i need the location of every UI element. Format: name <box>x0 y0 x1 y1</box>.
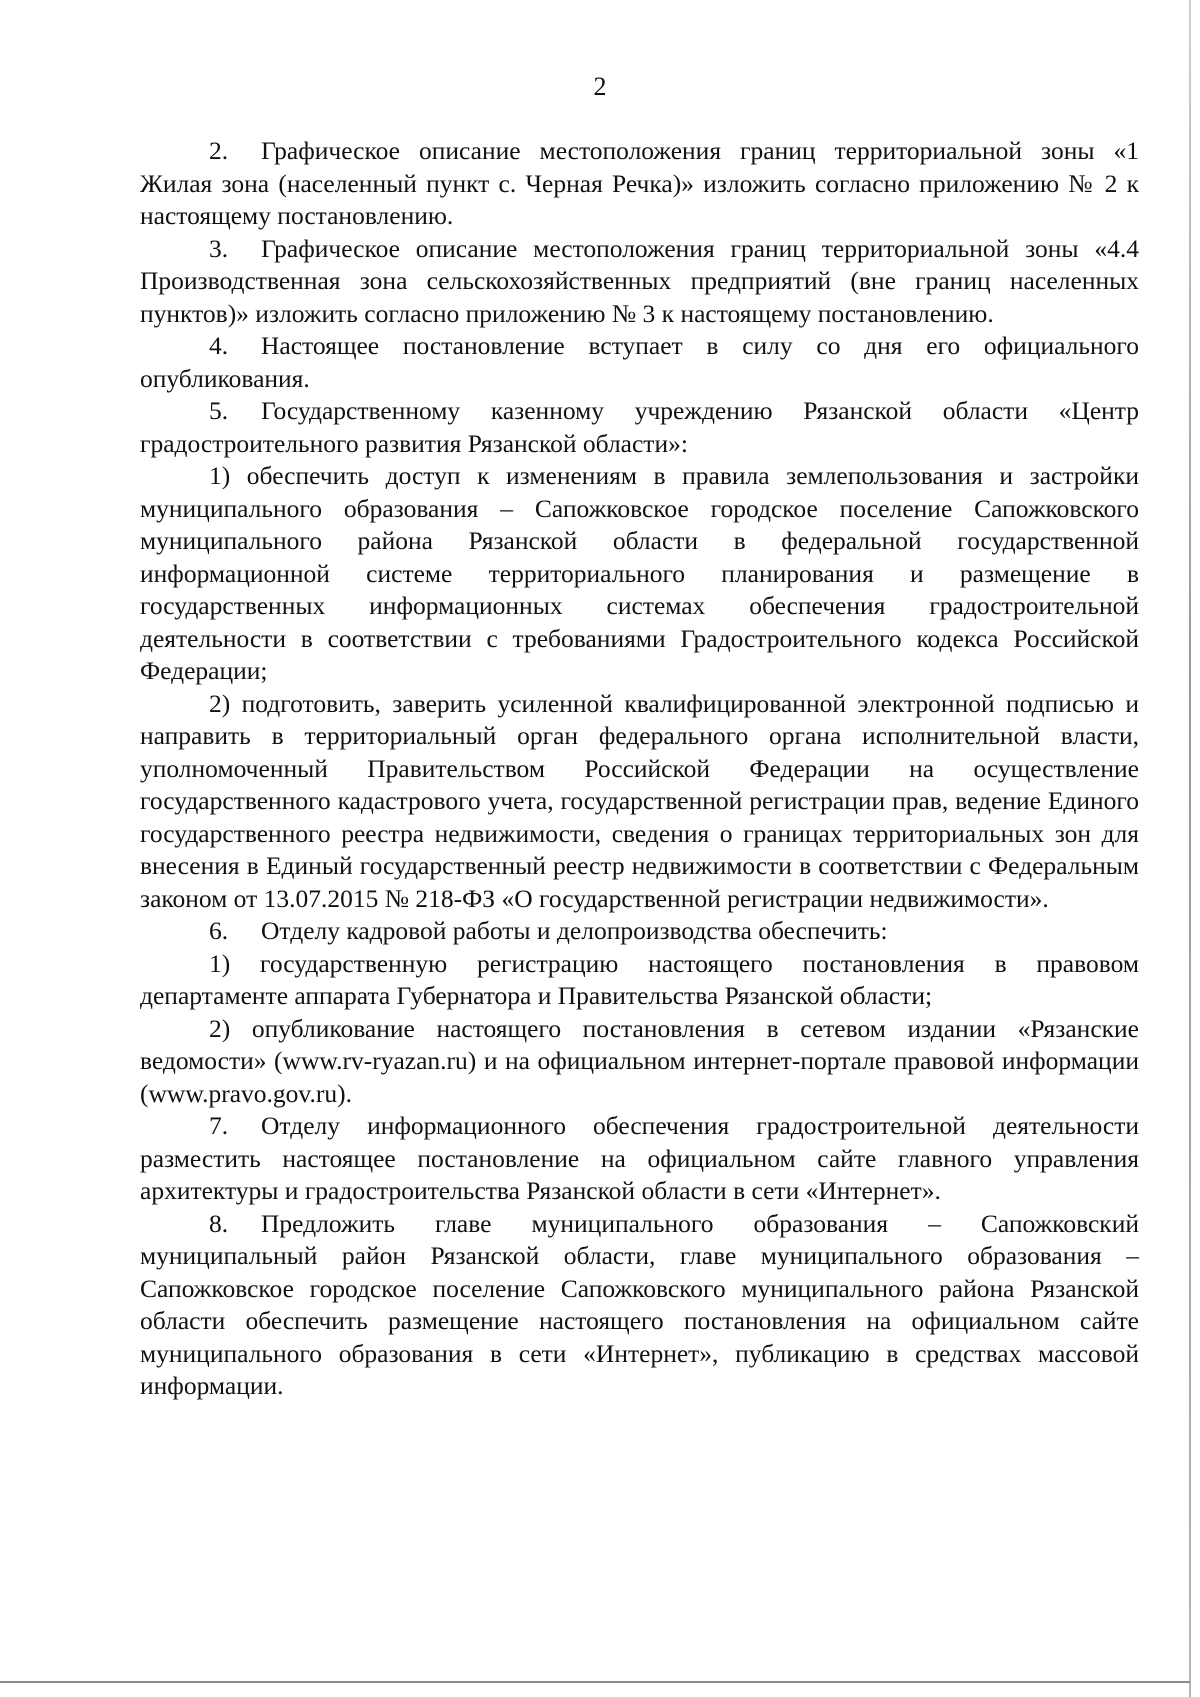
paragraph-6-2 <box>140 1013 1139 1111</box>
page-number: 2 <box>593 72 607 101</box>
paragraph-text: 2) подготовить, заверить усиленной квалифицированной электронной подписью и направить в территориальный орган федерального органа исполнительной власти, уполномоченный Правительством Российской Федерации на осуществление государственного кадастрового учета, государственной регистрации прав, ведение Единого государственного реестра недвижимости, сведения о границах территориальных зон для внесения в Единый государственный реестр недвижимости в соответствии с Федеральным законом от 13.07.2015 № 218-ФЗ «О государственной регистрации недвижимости». <box>140 688 1139 913</box>
paragraph-number: 4. <box>209 331 229 360</box>
paragraph-text: Настоящее постановление вступает в силу со дня его официального опубликования. <box>140 331 1139 393</box>
paragraph-text: 1) государственную регистрацию настоящего постановления в правовом департаменте аппарата Губернатора и Правительства Рязанской области; <box>140 948 1139 1010</box>
paragraph-number: 3. <box>209 233 229 263</box>
paragraph-5-2 <box>140 688 1139 916</box>
paragraph-5-1 <box>140 460 1139 688</box>
scan-bottom-edge <box>0 1681 1190 1683</box>
paragraph-7 <box>140 1110 1139 1208</box>
paragraph-6-1 <box>140 948 1139 1013</box>
paragraph-text: Предложить главе муниципального образования – Сапожковский муниципальный район Рязанской области, главе муниципального образования – Сапожковское городское поселение Сапожковского муниципального района Рязанской области обеспечить размещение настоящего постановления на официальном сайте муниципального образования в сети «Интернет», публикацию в средствах массовой информации. <box>140 1208 1139 1400</box>
paragraph-text: 2) опубликование настоящего постановления в сетевом издании «Рязанские ведомости» (www.rv-ryazan.ru) и на официальном интернет-портале правовой информации (www.pravo.gov.ru). <box>140 1013 1139 1108</box>
scan-right-edge <box>1189 0 1191 1697</box>
paragraph-text: Графическое описание местоположения границ территориальной зоны «1 Жилая зона (населенный пункт с. Черная Речка)» изложить согласно приложению № 2 к настоящему постановлению. <box>140 136 1139 230</box>
paragraph-number: 8. <box>209 1208 229 1238</box>
paragraph-number: 2. <box>209 136 229 165</box>
paragraph-number: 6. <box>209 916 229 945</box>
paragraph-4 <box>140 330 1139 395</box>
paragraph-6 <box>140 915 1139 948</box>
paragraph-text: 1) обеспечить доступ к изменениям в правила землепользования и застройки муниципального образования – Сапожковское городское поселение Сапожковского муниципального района Рязанской области в федеральной государственной информационной системе территориального планирования и размещение в государственных информационных системах обеспечения градостроительной деятельности в соответствии с требованиями Градостроительного кодекса Российской Федерации; <box>140 461 1139 685</box>
paragraph-text: Отделу кадровой работы и делопроизводства обеспечить: <box>261 916 888 945</box>
paragraph-8 <box>140 1208 1139 1403</box>
paragraph-number: 7. <box>209 1111 229 1140</box>
paragraph-text: Государственному казенному учреждению Рязанской области «Центр градостроительного развития Рязанской области»: <box>140 396 1139 458</box>
document-body <box>140 135 1139 1403</box>
paragraph-text: Отделу информационного обеспечения градостроительной деятельности разместить настоящее постановление на официальном сайте главного управления архитектуры и градостроительства Рязанской области в сети «Интернет». <box>140 1111 1139 1205</box>
paragraph-2 <box>140 135 1139 233</box>
paragraph-5 <box>140 395 1139 460</box>
paragraph-3 <box>140 233 1139 331</box>
paragraph-number: 5. <box>209 396 229 425</box>
paragraph-text: Графическое описание местоположения границ территориальной зоны «4.4 Производственная зона сельскохозяйственных предприятий (вне границ населенных пунктов)» изложить согласно приложению № 3 к настоящему постановлению. <box>140 233 1139 328</box>
